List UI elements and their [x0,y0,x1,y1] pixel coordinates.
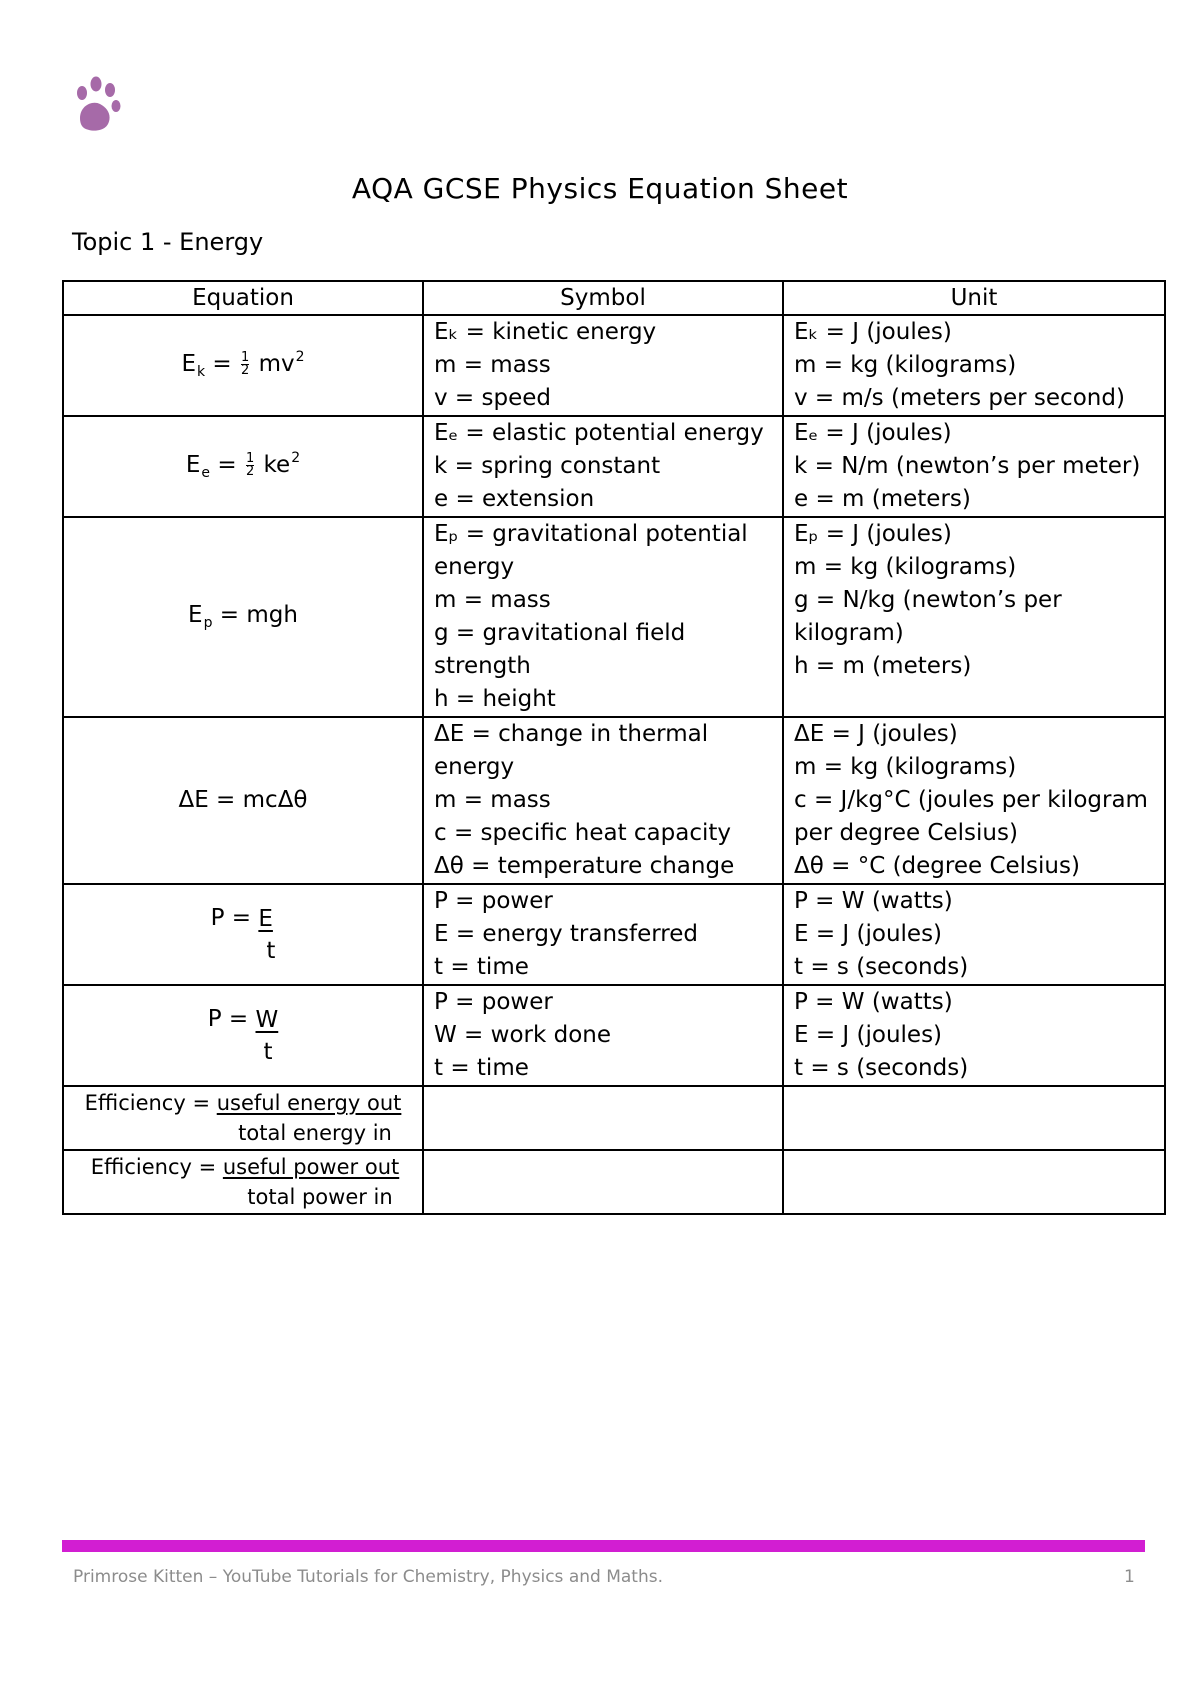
symbol-list: Eₚ = gravitational potential energy m = mass g = gravitational field strength h = height [423,517,783,717]
footer-text: Primrose Kitten – YouTube Tutorials for Chemistry, Physics and Maths. [73,1567,663,1587]
table-row [63,315,1165,416]
equation-gravitational-potential-energy: $E_p$ = mgh [63,517,423,717]
table-row [63,1150,1165,1214]
symbol-list: P = power E = energy transferred t = time [423,884,783,985]
symbol-list: ΔE = change in thermal energy m = mass c = specific heat capacity Δθ = temperature change [423,717,783,884]
equation-thermal-energy: ΔE = mcΔθ [63,717,423,884]
symbol-list: Eₑ = elastic potential energy k = spring constant e = extension [423,416,783,517]
unit-list: P = W (watts) E = J (joules) t = s (seconds) [783,884,1165,985]
equation-power-work: P = $\frac{W}{t}$ [63,985,423,1086]
page-number: 1 [1124,1567,1135,1587]
header-symbol: Symbol [423,281,783,315]
symbol-list: P = power W = work done t = time [423,985,783,1086]
symbol-list: Eₖ = kinetic energy m = mass v = speed [423,315,783,416]
equation-elastic-potential-energy: $E_e$ = $\frac{1}{2}$ $ke^2$ [63,416,423,517]
paw-print-icon [72,74,128,134]
unit-list: Eₑ = J (joules) k = N/m (newton’s per meter) e = m (meters) [783,416,1165,517]
equation-kinetic-energy: $E_k$ = $\frac{1}{2}$ $mv^2$ [63,315,423,416]
empty-cell [423,1150,783,1214]
table-row [63,884,1165,985]
unit-list: Eₚ = J (joules) m = kg (kilograms) g = N/kg (newton’s per kilogram) h = m (meters) [783,517,1165,717]
unit-list: Eₖ = J (joules) m = kg (kilograms) v = m/s (meters per second) [783,315,1165,416]
equation-power-energy: P = $\frac{E}{t}$ [63,884,423,985]
header-equation: Equation [63,281,423,315]
equation-table [62,280,1166,1215]
equation-efficiency-power: Efficiency = useful power out total power in [63,1150,423,1214]
table-row [63,517,1165,717]
header-unit: Unit [783,281,1165,315]
page-title: AQA GCSE Physics Equation Sheet [351,172,849,205]
empty-cell [783,1150,1165,1214]
equation-efficiency-energy: Efficiency = useful energy out total energy in [63,1086,423,1150]
table-row [63,416,1165,517]
empty-cell [423,1086,783,1150]
table-row [63,985,1165,1086]
table-header-row [63,281,1165,315]
unit-list: P = W (watts) E = J (joules) t = s (seconds) [783,985,1165,1086]
unit-list: ΔE = J (joules) m = kg (kilograms) c = J/kg°C (joules per kilogram per degree Celsius) Δθ = °C (degree Celsius) [783,717,1165,884]
footer-divider [62,1540,1145,1552]
table-row [63,1086,1165,1150]
table-row [63,717,1165,884]
empty-cell [783,1086,1165,1150]
topic-heading: Topic 1 - Energy [72,228,264,256]
